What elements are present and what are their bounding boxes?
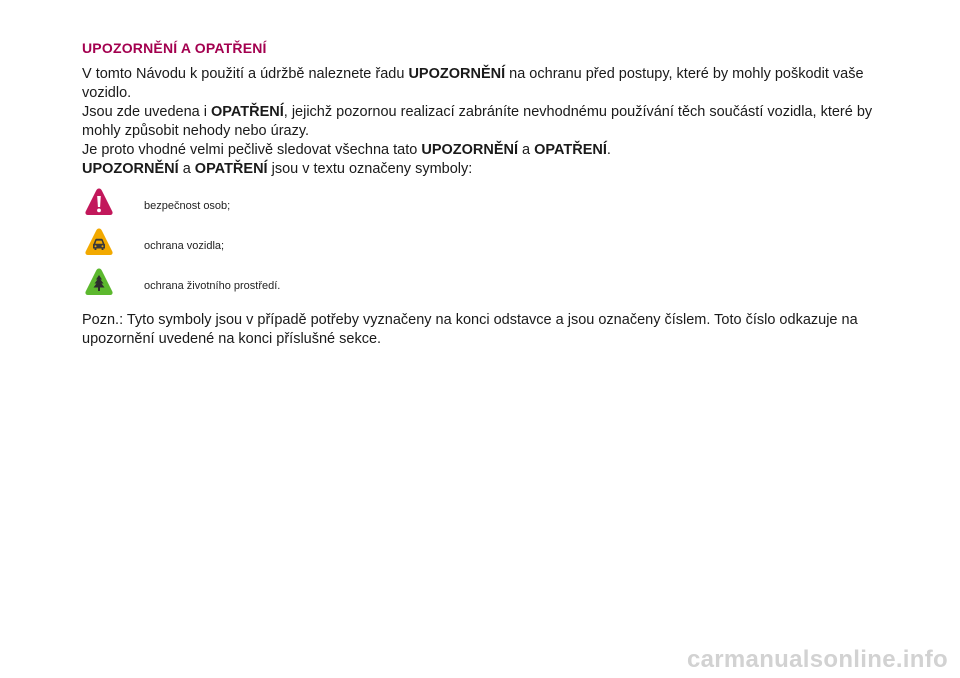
paragraph-follow-bold-1: UPOZORNĚNÍ <box>421 142 519 158</box>
symbol-label-personal-safety: bezpečnost osob; <box>144 200 231 212</box>
car-icon <box>84 227 114 257</box>
symbol-row-environment-protection <box>82 267 882 307</box>
paragraph-symbols-bold-1: UPOZORNĚNÍ <box>82 161 179 177</box>
document-page <box>82 40 882 364</box>
paragraph-precautions-text-2: , jejichž pozornou realizací zabráníte nevhodnému používání těch součástí vozidla, které by mohly způsobit nehody nebo úrazy. <box>82 104 873 139</box>
paragraph-symbols-text: a <box>178 161 195 177</box>
paragraph-intro-text: V tomto Návodu k použití a údržbě naleznete řadu <box>82 66 409 82</box>
note-paragraph: Pozn.: Tyto symboly jsou v případě potřeby vyznačeny na konci odstavce a jsou označeny číslem. Toto číslo odkazuje na upozornění uvedené na konci příslušné sekce. <box>82 312 858 347</box>
paragraph-precautions-text: Jsou zde uvedena i <box>82 104 211 120</box>
symbol-label-environment-protection: ochrana životního prostředí. <box>144 280 281 292</box>
watermark: carmanualsonline.info <box>686 646 948 673</box>
symbol-list <box>82 187 882 307</box>
section-heading: UPOZORNĚNÍ A OPATŘENÍ <box>82 40 267 56</box>
paragraph-follow-text: Je proto vhodné velmi pečlivě sledovat všechna tato <box>82 142 422 158</box>
tree-icon <box>84 267 114 297</box>
warning-exclamation-icon <box>84 187 114 217</box>
symbol-row-vehicle-protection <box>82 227 882 267</box>
paragraph-symbols-bold-2: OPATŘENÍ <box>194 161 268 177</box>
paragraph-intro <box>82 65 882 103</box>
paragraph-intro-text-2: na ochranu před postupy, které by mohly poškodit vaše vozidlo. <box>82 66 864 101</box>
paragraph-follow <box>82 141 882 160</box>
paragraph-intro-bold: UPOZORNĚNÍ <box>408 66 506 82</box>
paragraph-follow-text-2: a <box>518 142 535 158</box>
paragraph-symbols-intro <box>82 160 882 179</box>
paragraph-follow-bold-2: OPATŘENÍ <box>534 142 607 158</box>
paragraph-follow-text-3: . <box>606 142 611 158</box>
paragraph-precautions-bold: OPATŘENÍ <box>210 104 284 120</box>
paragraph-precautions <box>82 103 882 141</box>
symbol-row-personal-safety <box>82 187 882 227</box>
paragraph-symbols-text-2: jsou v textu označeny symboly: <box>267 161 473 177</box>
symbol-label-vehicle-protection: ochrana vozidla; <box>144 240 225 252</box>
